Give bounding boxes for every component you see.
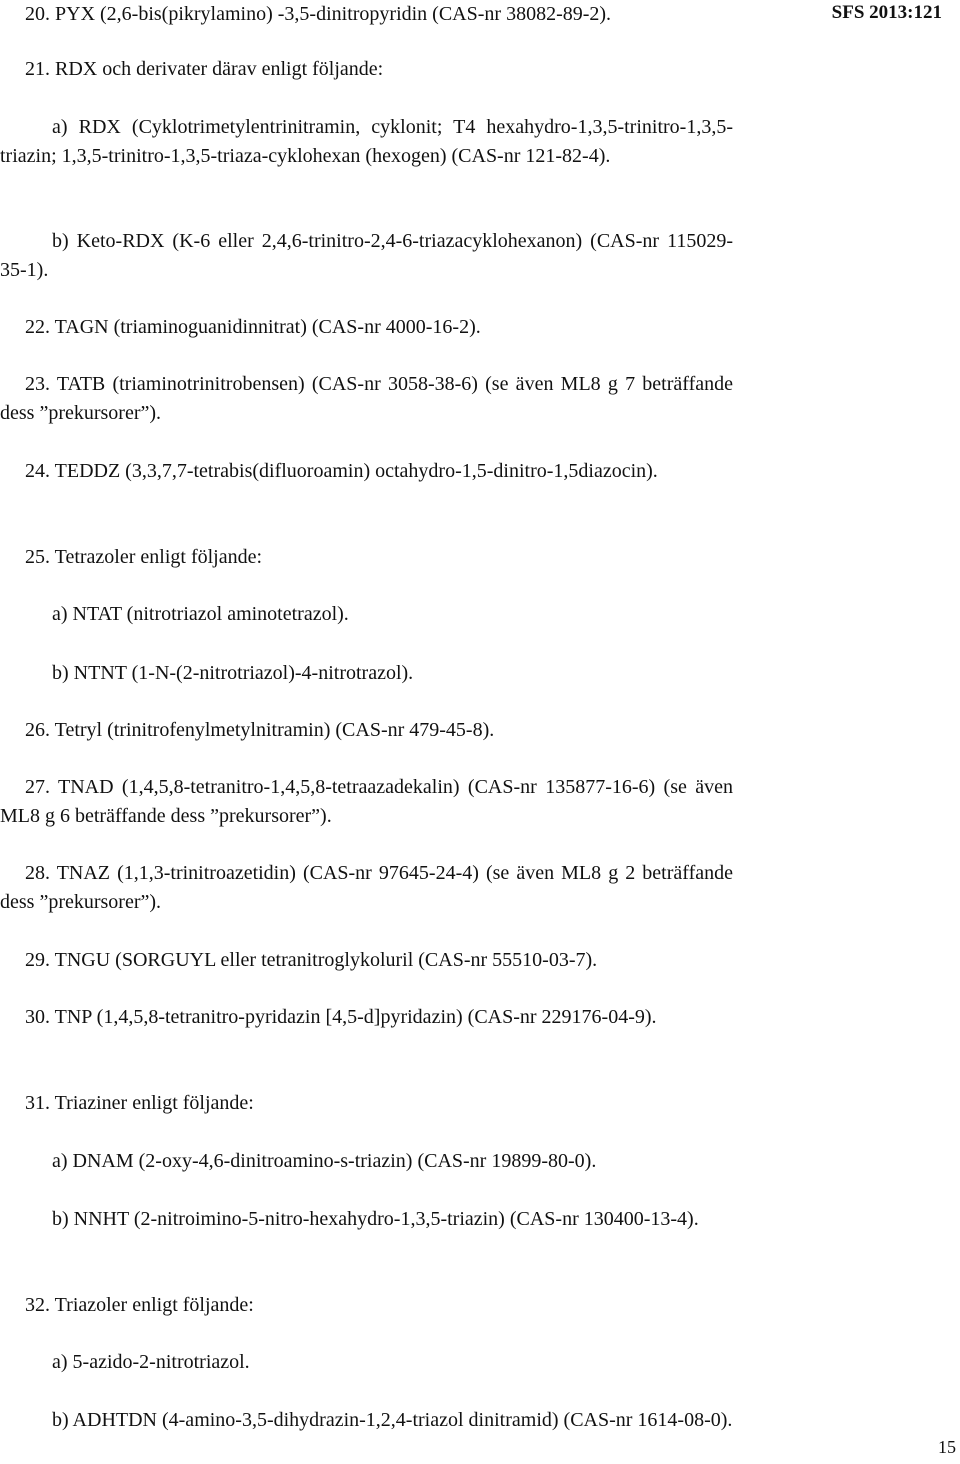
list-item-21b: b) Keto-RDX (K-6 eller 2,4,6-trinitro-2,4-6-triazacyklohexanon) (CAS-nr 115029-35-1).: [0, 230, 733, 281]
list-item-31a: a) DNAM (2-oxy-4,6-dinitroamino-s-triazin) (CAS-nr 19899-80-0).: [52, 1150, 597, 1172]
list-item-32: 32. Triazoler enligt följande:: [25, 1294, 254, 1316]
list-item-21: 21. RDX och derivater därav enligt följande:: [25, 58, 384, 80]
list-item-29: 29. TNGU (SORGUYL eller tetranitroglykoluril (CAS-nr 55510-03-7).: [25, 949, 598, 971]
list-item-25a: a) NTAT (nitrotriazol aminotetrazol).: [52, 603, 349, 625]
list-item-25: 25. Tetrazoler enligt följande:: [25, 546, 263, 568]
list-item-21a: a) RDX (Cyklotrimetylentrinitramin, cyklonit; T4 hexahydro-1,3,5-trinitro-1,3,5-triazin; 1,3,5-trinitro-1,3,5-triaza-cyklohexan (hexogen) (CAS-nr 121-82-4).: [0, 116, 733, 167]
sfs-reference: SFS 2013:121: [831, 2, 942, 23]
list-item-23: 23. TATB (triaminotrinitrobensen) (CAS-nr 3058-38-6) (se även ML8 g 7 beträffande dess ”prekursorer”).: [0, 373, 733, 424]
page-number: 15: [938, 1437, 956, 1457]
list-item-27: 27. TNAD (1,4,5,8-tetranitro-1,4,5,8-tetraazadekalin) (CAS-nr 135877-16-6) (se även ML8 g 6 beträffande dess ”prekursorer”).: [0, 776, 733, 827]
list-item-20: 20. PYX (2,6-bis(pikrylamino) -3,5-dinitropyridin (CAS-nr 38082-89-2).: [25, 3, 612, 25]
list-item-28: 28. TNAZ (1,1,3-trinitroazetidin) (CAS-nr 97645-24-4) (se även ML8 g 2 beträffande dess ”prekursorer”).: [0, 862, 733, 913]
list-item-32b: b) ADHTDN (4-amino-3,5-dihydrazin-1,2,4-triazol dinitramid) (CAS-nr 1614-08-0).: [52, 1409, 733, 1431]
list-item-31: 31. Triaziner enligt följande:: [25, 1092, 254, 1114]
list-item-24: 24. TEDDZ (3,3,7,7-tetrabis(difluoroamin) octahydro-1,5-dinitro-1,5diazocin).: [25, 460, 658, 482]
list-item-25b: b) NTNT (1-N-(2-nitrotriazol)-4-nitrotrazol).: [52, 662, 414, 684]
list-item-26: 26. Tetryl (trinitrofenylmetylnitramin) (CAS-nr 479-45-8).: [25, 719, 495, 741]
list-item-31b: b) NNHT (2-nitroimino-5-nitro-hexahydro-1,3,5-triazin) (CAS-nr 130400-13-4).: [52, 1208, 699, 1230]
list-item-22: 22. TAGN (triaminoguanidinnitrat) (CAS-nr 4000-16-2).: [25, 316, 481, 338]
list-item-32a: a) 5-azido-2-nitrotriazol.: [52, 1351, 250, 1373]
list-item-30: 30. TNP (1,4,5,8-tetranitro-pyridazin [4,5-d]pyridazin) (CAS-nr 229176-04-9).: [25, 1006, 657, 1028]
